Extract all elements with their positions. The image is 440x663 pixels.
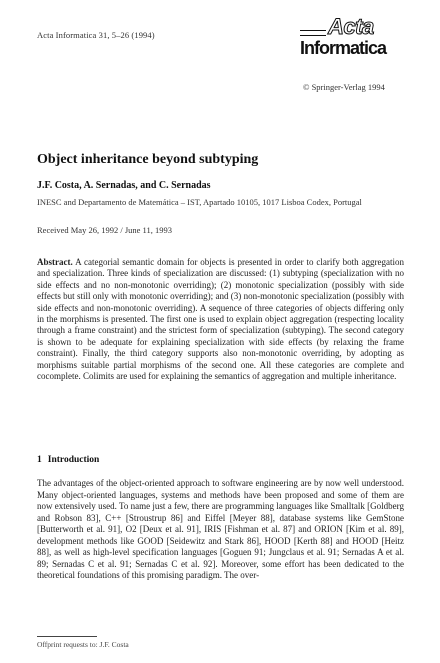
author-affiliation: INESC and Departamento de Matemática – IST, Apartado 10105, 1017 Lisboa Codex, Portugal xyxy=(37,197,362,207)
received-dates: Received May 26, 1992 / June 11, 1993 xyxy=(37,225,172,235)
section-number: 1 xyxy=(37,455,42,465)
logo-acta-text: Acta xyxy=(328,14,374,39)
article-authors: J.F. Costa, A. Sernadas, and C. Sernadas xyxy=(37,180,211,191)
abstract xyxy=(37,257,404,382)
publisher-copyright: © Springer-Verlag 1994 xyxy=(303,82,385,92)
footnote-divider xyxy=(37,636,97,637)
footnote-offprint: Offprint requests to: J.F. Costa xyxy=(37,640,129,649)
section-title: Introduction xyxy=(47,455,100,465)
logo-bars xyxy=(300,30,326,36)
journal-logo xyxy=(300,14,387,80)
section-heading-introduction xyxy=(37,455,99,465)
journal-reference: Acta Informatica 31, 5–26 (1994) xyxy=(37,30,155,40)
logo-informatica-text: Informatica xyxy=(300,38,387,58)
article-title: Object inheritance beyond subtyping xyxy=(37,152,259,167)
abstract-label: Abstract. xyxy=(37,257,73,267)
introduction-paragraph: The advantages of the object-oriented approach to software engineering are by now well understood. Many object-oriented languages, systems and methods have been proposed and some of them are now extensively used. To name just a few, there are programming languages like Smalltalk [Goldberg and Robson 83], C++ [Stroustrup 86] and Eiffel [Meyer 88], database systems like GemStone [Butterworth et al. 91], O2 [Deux et al. 91], IRIS [Fishman et al. 87] and ORION [Kim et al. 89], development methods like GOOD [Seidewitz and Stark 86], HOOD [Kerth 88] and HOOD [Heitz 88], as well as high-level specification languages [Goguen 91; Jungclaus et al. 91; Sernadas A et al. 89; Sernadas C et al. 91; Sernadas C et al. 92]. Moreover, some effort has been dedicated to the theoretical foundations of this promising paradigm. The over- xyxy=(37,478,404,580)
abstract-text: A categorial semantic domain for objects is presented in order to clarify both aggregation and specialization. Three kinds of specialization are discussed: (1) subtyping (specialization with no side effects and no non-monotonic overriding); (2) monotonic specialization (possibly with side effects but still only with monotonic overriding); and (3) non-monotonic specialization (possibly with side effects and non-monotonic overriding). A sequence of three categories of objects differing only in the morphisms is presented. The first one is used to explain object aggregation (respecting locality through a frame constraint) and the strictest form of specialization (subtyping). The second category is shown to be adequate for explaining specialization with side effects (by relaxing the frame constraint). Finally, the third category supports also non-monotonic overriding, by adopting as morphisms suitable partial morphisms of the second one. All these categories are complete and cocomplete. Colimits are used for explaining the semantics of aggregation and multiple inheritance. xyxy=(37,257,404,382)
